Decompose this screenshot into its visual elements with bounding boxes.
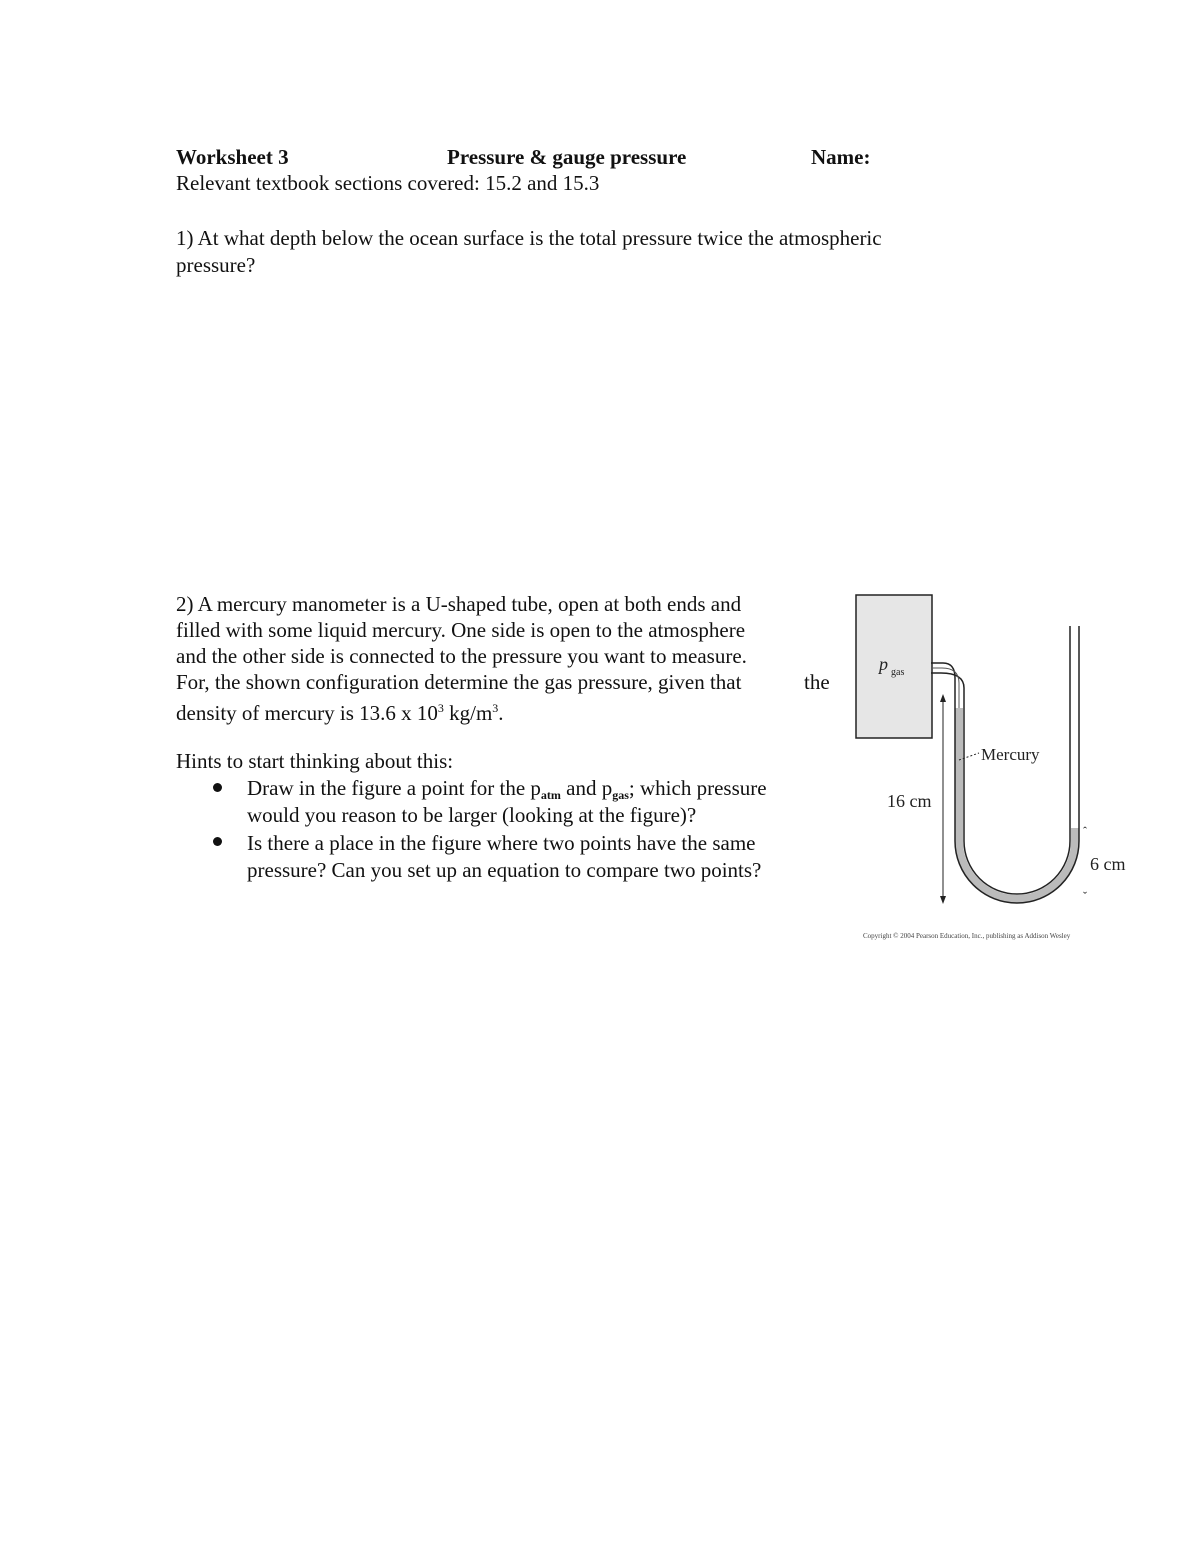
hint-1-text-c: ; which pressure (628, 776, 767, 800)
bullet-icon (213, 837, 222, 846)
question-2-line-4: For, the shown configuration determine the gas pressure, given that (176, 670, 742, 694)
density-text: density of mercury is 13.6 x 10 (176, 701, 438, 725)
caret-down-icon: ˇ (1083, 889, 1087, 903)
figure-copyright: Copyright © 2004 Pearson Education, Inc., publishing as Addison Wesley (863, 932, 1071, 940)
hint-2-line-2: pressure? Can you set up an equation to compare two points? (247, 858, 762, 882)
hints-title: Hints to start thinking about this: (176, 749, 454, 773)
height-6-label: 6 cm (1090, 854, 1126, 874)
question-1-line-2: pressure? (176, 253, 256, 277)
question-2-line-2: filled with some liquid mercury. One side is open to the atmosphere (176, 618, 746, 642)
density-unit: kg/m (443, 701, 493, 725)
density-unit-exponent: 3 (492, 701, 499, 715)
mercury-label: Mercury (981, 745, 1040, 764)
density-period: . (498, 701, 504, 725)
subscript-gas: gas (612, 788, 629, 802)
question-2-line-4-end: the (804, 670, 830, 694)
bullet-icon (213, 783, 222, 792)
hint-1-text-b: and p (560, 776, 613, 800)
arrow-up-icon (940, 694, 946, 702)
hint-1-text-a: Draw in the figure a point for the p (247, 776, 541, 800)
height-16-label: 16 cm (887, 791, 932, 811)
density-exponent: 3 (437, 701, 444, 715)
pgas-subscript: gas (891, 667, 905, 678)
name-label: Name: (811, 145, 871, 169)
sections-covered: Relevant textbook sections covered: 15.2 and 15.3 (176, 171, 600, 195)
worksheet-topic: Pressure & gauge pressure (447, 145, 687, 169)
manometer-figure (845, 588, 1135, 948)
worksheet-title: Worksheet 3 (176, 145, 289, 169)
subscript-atm: atm (540, 788, 561, 802)
hint-1-line-2: would you reason to be larger (looking at the figure)? (247, 803, 697, 827)
mercury-column (959, 708, 1075, 899)
question-2-line-1: 2) A mercury manometer is a U-shaped tube, open at both ends and (176, 592, 742, 616)
tube-outer-wall (931, 626, 1079, 903)
caret-up-icon: ˆ (1083, 824, 1087, 838)
hint-2-line-1: Is there a place in the figure where two points have the same (247, 831, 756, 855)
question-2-line-3: and the other side is connected to the pressure you want to measure. (176, 644, 747, 668)
pgas-label: p (879, 654, 888, 674)
arrow-down-icon (940, 896, 946, 904)
question-1-line-1: 1) At what depth below the ocean surface is the total pressure twice the atmospheric (176, 226, 882, 250)
question-2-line-5 (176, 695, 504, 726)
